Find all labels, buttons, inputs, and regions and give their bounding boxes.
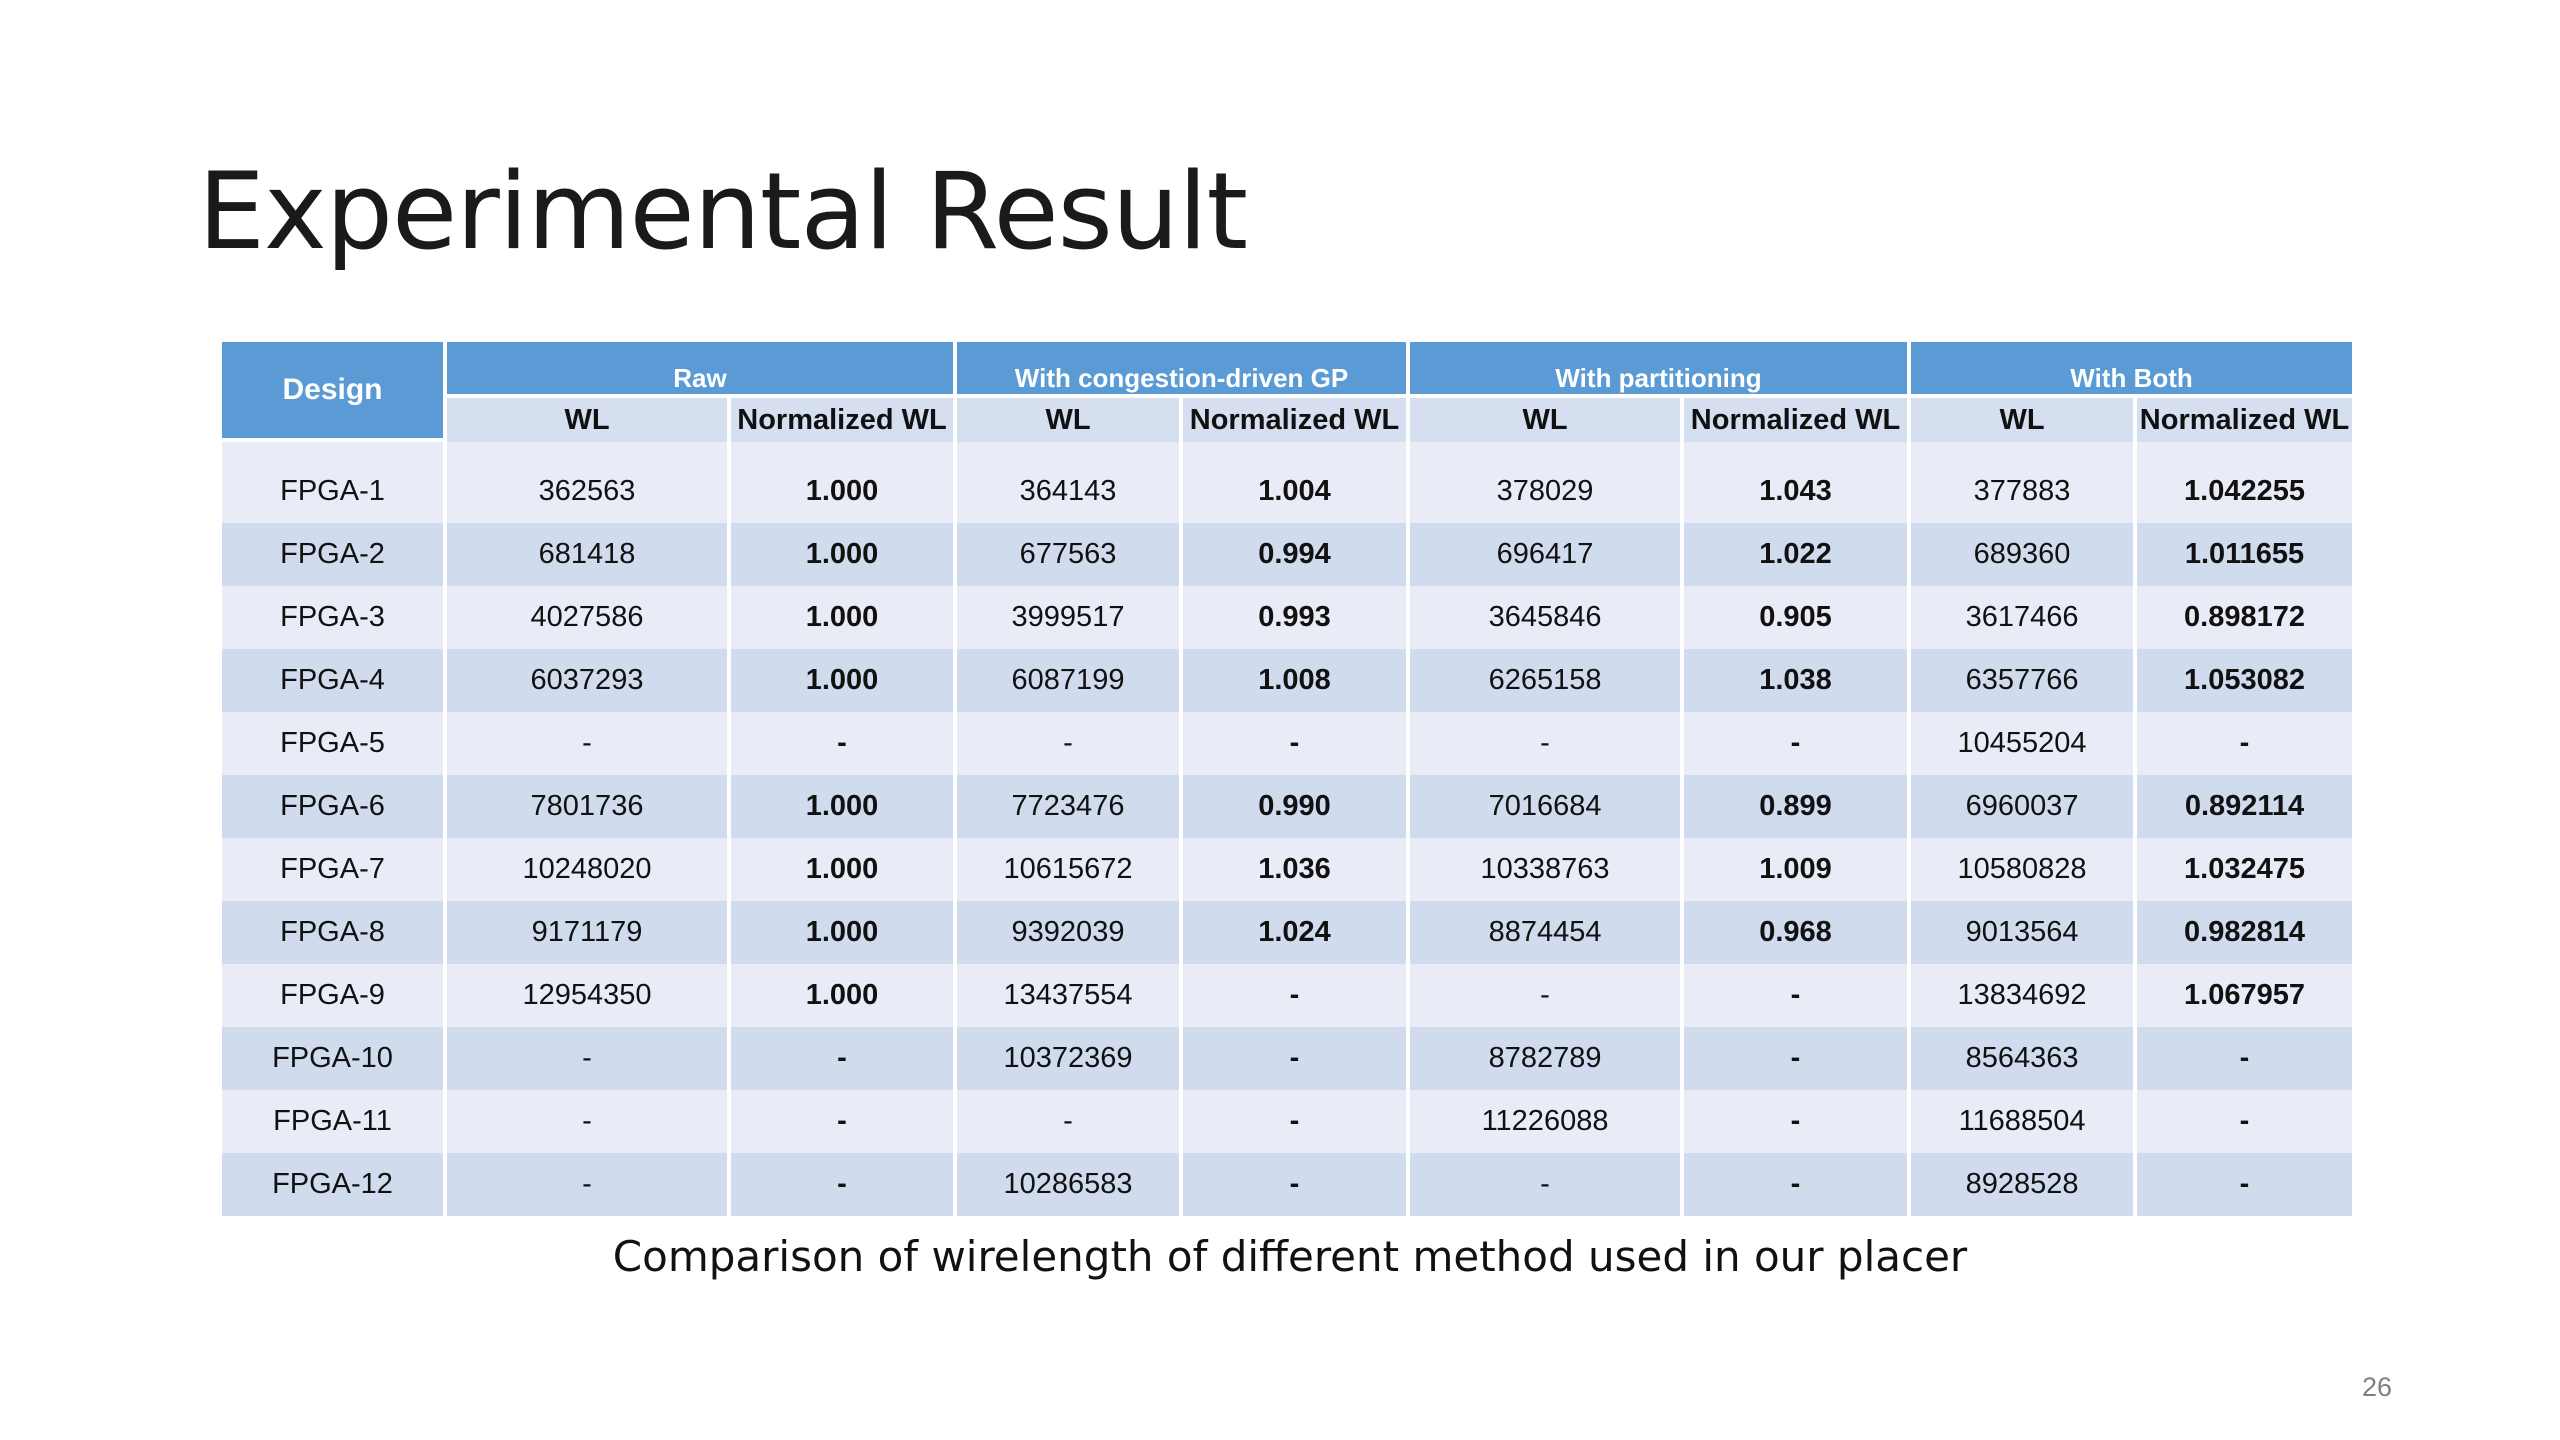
normalized-wl-cell: 0.899 — [1684, 775, 1911, 838]
wl-cell: 10338763 — [1410, 838, 1684, 901]
table-spacer-row — [222, 442, 2352, 460]
wl-cell: - — [447, 1027, 731, 1090]
normalized-wl-cell: - — [2137, 1090, 2352, 1153]
table-row — [222, 901, 2352, 964]
normalized-wl-cell: 0.990 — [1183, 775, 1410, 838]
wl-cell: 4027586 — [447, 586, 731, 649]
table-row — [222, 1090, 2352, 1153]
design-cell: FPGA-4 — [222, 649, 447, 712]
design-cell: FPGA-7 — [222, 838, 447, 901]
table-body — [222, 442, 2352, 1216]
table-row — [222, 838, 2352, 901]
wl-cell: 364143 — [957, 460, 1183, 523]
design-cell: FPGA-11 — [222, 1090, 447, 1153]
normalized-wl-cell: 0.898172 — [2137, 586, 2352, 649]
normalized-wl-cell: 1.000 — [731, 775, 957, 838]
results-table — [222, 342, 2352, 1216]
sub-header-wl: WL — [1911, 398, 2137, 442]
wl-cell: 6037293 — [447, 649, 731, 712]
wl-cell: 12954350 — [447, 964, 731, 1027]
wl-cell: - — [447, 1153, 731, 1216]
group-header-both: With Both — [1911, 342, 2352, 398]
wl-cell: - — [447, 712, 731, 775]
design-cell: FPGA-5 — [222, 712, 447, 775]
normalized-wl-cell: 1.042255 — [2137, 460, 2352, 523]
normalized-wl-cell: 0.905 — [1684, 586, 1911, 649]
wl-cell: 689360 — [1911, 523, 2137, 586]
normalized-wl-cell: - — [1183, 712, 1410, 775]
design-header: Design — [222, 342, 447, 442]
wl-cell: 377883 — [1911, 460, 2137, 523]
normalized-wl-cell: 1.000 — [731, 901, 957, 964]
sub-header-normalized-wl: Normalized WL — [1684, 398, 1911, 442]
group-header-congestion: With congestion-driven GP — [957, 342, 1410, 398]
normalized-wl-cell: 0.994 — [1183, 523, 1410, 586]
wl-cell: 10286583 — [957, 1153, 1183, 1216]
normalized-wl-cell: 1.000 — [731, 649, 957, 712]
normalized-wl-cell: 1.043 — [1684, 460, 1911, 523]
normalized-wl-cell: - — [731, 1153, 957, 1216]
table-row — [222, 775, 2352, 838]
design-cell: FPGA-8 — [222, 901, 447, 964]
normalized-wl-cell: - — [731, 1090, 957, 1153]
wl-cell: 3999517 — [957, 586, 1183, 649]
table-row — [222, 964, 2352, 1027]
normalized-wl-cell: - — [1684, 1090, 1911, 1153]
normalized-wl-cell: 1.008 — [1183, 649, 1410, 712]
wl-cell: 6357766 — [1911, 649, 2137, 712]
wl-cell: 378029 — [1410, 460, 1684, 523]
normalized-wl-cell: - — [1684, 1153, 1911, 1216]
normalized-wl-cell: 1.024 — [1183, 901, 1410, 964]
wl-cell: 13437554 — [957, 964, 1183, 1027]
normalized-wl-cell: 1.038 — [1684, 649, 1911, 712]
normalized-wl-cell: 1.004 — [1183, 460, 1410, 523]
wl-cell: 9392039 — [957, 901, 1183, 964]
normalized-wl-cell: 1.053082 — [2137, 649, 2352, 712]
wl-cell: - — [1410, 1153, 1684, 1216]
normalized-wl-cell: 1.000 — [731, 838, 957, 901]
design-cell: FPGA-3 — [222, 586, 447, 649]
normalized-wl-cell: - — [731, 1027, 957, 1090]
wl-cell: - — [957, 712, 1183, 775]
normalized-wl-cell: 1.000 — [731, 586, 957, 649]
wl-cell: 7016684 — [1410, 775, 1684, 838]
design-cell: FPGA-1 — [222, 460, 447, 523]
table-caption: Comparison of wirelength of different method used in our placer — [612, 1232, 1968, 1281]
table-row — [222, 649, 2352, 712]
wl-cell: 11688504 — [1911, 1090, 2137, 1153]
sub-header-wl: WL — [447, 398, 731, 442]
wl-cell: 9171179 — [447, 901, 731, 964]
normalized-wl-cell: 1.000 — [731, 523, 957, 586]
normalized-wl-cell: - — [1684, 1027, 1911, 1090]
wl-cell: 8782789 — [1410, 1027, 1684, 1090]
wl-cell: 6960037 — [1911, 775, 2137, 838]
wl-cell: 10580828 — [1911, 838, 2137, 901]
normalized-wl-cell: 0.993 — [1183, 586, 1410, 649]
wl-cell: 3617466 — [1911, 586, 2137, 649]
normalized-wl-cell: - — [1684, 712, 1911, 775]
normalized-wl-cell: - — [1183, 964, 1410, 1027]
sub-header-normalized-wl: Normalized WL — [731, 398, 957, 442]
wl-cell: - — [1410, 964, 1684, 1027]
table-row — [222, 523, 2352, 586]
wl-cell: 681418 — [447, 523, 731, 586]
normalized-wl-cell: - — [1183, 1027, 1410, 1090]
wl-cell: 362563 — [447, 460, 731, 523]
wl-cell: 10455204 — [1911, 712, 2137, 775]
normalized-wl-cell: - — [1183, 1153, 1410, 1216]
wl-cell: 13834692 — [1911, 964, 2137, 1027]
group-header-raw: Raw — [447, 342, 957, 398]
normalized-wl-cell: - — [2137, 1027, 2352, 1090]
normalized-wl-cell: 1.022 — [1684, 523, 1911, 586]
wl-cell: - — [447, 1090, 731, 1153]
normalized-wl-cell: 1.036 — [1183, 838, 1410, 901]
sub-header-normalized-wl: Normalized WL — [1183, 398, 1410, 442]
wl-cell: - — [1410, 712, 1684, 775]
normalized-wl-cell: 1.011655 — [2137, 523, 2352, 586]
wl-cell: 10615672 — [957, 838, 1183, 901]
normalized-wl-cell: - — [2137, 1153, 2352, 1216]
wl-cell: 696417 — [1410, 523, 1684, 586]
normalized-wl-cell: - — [731, 712, 957, 775]
wl-cell: 8928528 — [1911, 1153, 2137, 1216]
wl-cell: 9013564 — [1911, 901, 2137, 964]
table-row — [222, 460, 2352, 523]
group-header-partitioning: With partitioning — [1410, 342, 1911, 398]
design-cell: FPGA-12 — [222, 1153, 447, 1216]
design-cell: FPGA-2 — [222, 523, 447, 586]
design-cell: FPGA-10 — [222, 1027, 447, 1090]
table-row — [222, 586, 2352, 649]
table-row — [222, 1027, 2352, 1090]
sub-header-wl: WL — [1410, 398, 1684, 442]
design-cell: FPGA-9 — [222, 964, 447, 1027]
wl-cell: 11226088 — [1410, 1090, 1684, 1153]
wl-cell: 8874454 — [1410, 901, 1684, 964]
normalized-wl-cell: 0.968 — [1684, 901, 1911, 964]
wl-cell: 10248020 — [447, 838, 731, 901]
design-cell: FPGA-6 — [222, 775, 447, 838]
wl-cell: 3645846 — [1410, 586, 1684, 649]
wl-cell: 7723476 — [957, 775, 1183, 838]
sub-header-normalized-wl: Normalized WL — [2137, 398, 2352, 442]
page-number: 26 — [2361, 1372, 2392, 1402]
normalized-wl-cell: - — [1183, 1090, 1410, 1153]
wl-cell: 6265158 — [1410, 649, 1684, 712]
normalized-wl-cell: - — [1684, 964, 1911, 1027]
wl-cell: 10372369 — [957, 1027, 1183, 1090]
slide-title: Experimental Result — [198, 150, 1248, 273]
wl-cell: 6087199 — [957, 649, 1183, 712]
normalized-wl-cell: 0.892114 — [2137, 775, 2352, 838]
normalized-wl-cell: 1.009 — [1684, 838, 1911, 901]
normalized-wl-cell: 1.032475 — [2137, 838, 2352, 901]
normalized-wl-cell: 1.067957 — [2137, 964, 2352, 1027]
table-row — [222, 712, 2352, 775]
normalized-wl-cell: 0.982814 — [2137, 901, 2352, 964]
normalized-wl-cell: 1.000 — [731, 460, 957, 523]
wl-cell: 8564363 — [1911, 1027, 2137, 1090]
wl-cell: - — [957, 1090, 1183, 1153]
table-row — [222, 1153, 2352, 1216]
wl-cell: 7801736 — [447, 775, 731, 838]
normalized-wl-cell: - — [2137, 712, 2352, 775]
sub-header-wl: WL — [957, 398, 1183, 442]
wl-cell: 677563 — [957, 523, 1183, 586]
normalized-wl-cell: 1.000 — [731, 964, 957, 1027]
